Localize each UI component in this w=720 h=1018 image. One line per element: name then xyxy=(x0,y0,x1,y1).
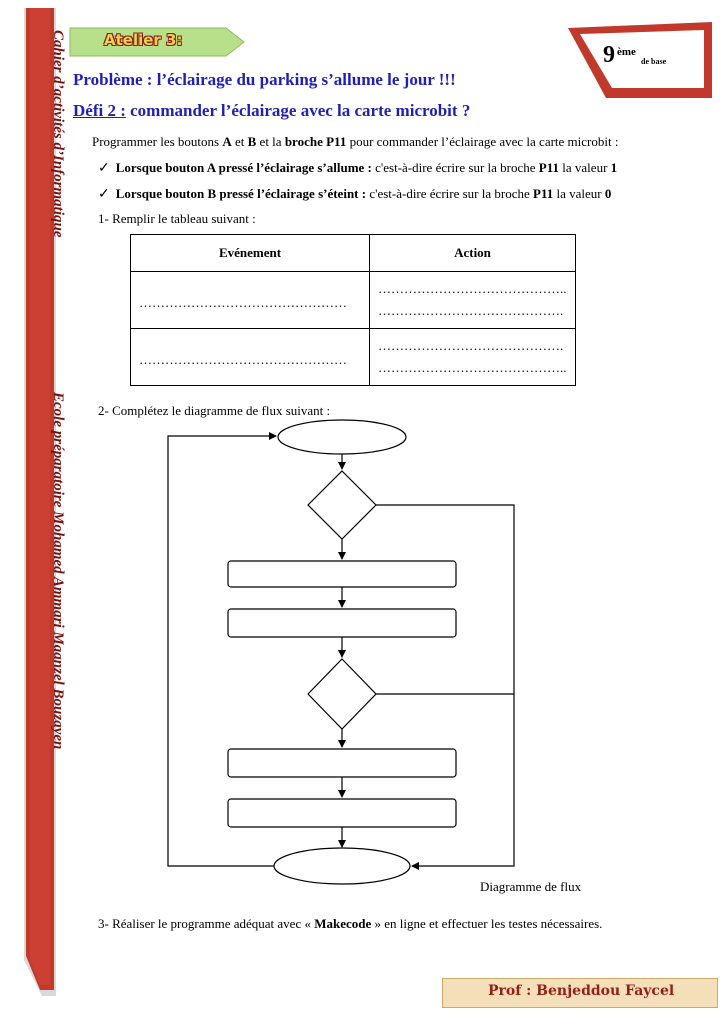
header-action: Action xyxy=(370,235,576,272)
bullet-pin: P11 xyxy=(538,160,560,175)
header-event: Evénement xyxy=(131,235,370,272)
bullet-value: 0 xyxy=(604,186,612,201)
intro-button-b: B xyxy=(247,134,257,149)
sidebar-top-text: Cahier d’activités d’Informatique xyxy=(50,30,66,238)
makecode-label: Makecode xyxy=(314,916,372,931)
question-3 xyxy=(98,916,602,932)
action-dots: ……………………………………. xyxy=(378,303,564,318)
intro-text-4: pour commander l’éclairage avec la carte microbit : xyxy=(346,134,619,149)
defi-label: Défi 2 : xyxy=(73,101,126,120)
question-2: 2- Complétez le diagramme de flux suivant : xyxy=(98,403,331,418)
action-dots: ……………………………………. xyxy=(378,338,564,353)
flowchart-caption: Diagramme de flux xyxy=(480,879,582,894)
defi-text: commander l’éclairage avec la carte microbit ? xyxy=(125,101,471,120)
decision-diamond-2[interactable] xyxy=(308,659,376,729)
intro-text-2: et xyxy=(231,134,248,149)
decision-diamond-1[interactable] xyxy=(308,471,376,539)
bullet-text-2: la valeur xyxy=(559,160,611,175)
action-dots: …………………………………….. xyxy=(378,281,567,296)
grade-superscript: ème xyxy=(617,46,636,58)
process-box-4[interactable] xyxy=(228,799,456,827)
intro-text-1: Programmer les boutons xyxy=(92,134,223,149)
intro-button-a: A xyxy=(222,134,232,149)
process-box-2[interactable] xyxy=(228,609,456,637)
bullet-text-2: la valeur xyxy=(553,186,605,201)
event-dots: ………………………………………… xyxy=(139,295,347,310)
check-icon: ✓ xyxy=(98,187,110,202)
action-dots: …………………………………….. xyxy=(378,360,567,375)
event-dots: ………………………………………… xyxy=(139,352,347,367)
grade-base-label: de base xyxy=(641,57,667,66)
process-box-3[interactable] xyxy=(228,749,456,777)
atelier-title: Atelier 3: xyxy=(104,31,183,49)
author-footer: Prof : Benjeddou Faycel xyxy=(488,983,675,999)
check-icon: ✓ xyxy=(98,161,110,176)
intro-text-3: et la xyxy=(256,134,285,149)
bullet-text: c'est-à-dire écrire sur la broche xyxy=(366,186,534,201)
bullet-bold: Lorsque bouton A pressé l’éclairage s’allume : xyxy=(115,160,372,175)
bullet-pin: P11 xyxy=(533,186,554,201)
sidebar-bottom-text: Ecole préparatoire Mohamed Ammari Maanzel Bouzayen xyxy=(50,392,66,750)
bullet-bold: Lorsque bouton B pressé l’éclairage s’éteint : xyxy=(115,186,367,201)
start-ellipse[interactable] xyxy=(278,420,406,454)
bullet-text: c'est-à-dire écrire sur la broche xyxy=(371,160,539,175)
question-3-text-1: 3- Réaliser le programme adéquat avec « xyxy=(98,916,315,931)
intro-broche: broche P11 xyxy=(284,134,347,149)
end-ellipse[interactable] xyxy=(274,848,410,884)
grade-number: 9 xyxy=(603,42,615,68)
problem-title: Problème : l’éclairage du parking s’allume le jour !!! xyxy=(73,70,456,89)
process-box-1[interactable] xyxy=(228,561,456,587)
question-1: 1- Remplir le tableau suivant : xyxy=(98,211,256,226)
bullet-value: 1 xyxy=(610,160,618,175)
question-3-text-2: » en ligne et effectuer les testes nécessaires. xyxy=(371,916,603,931)
